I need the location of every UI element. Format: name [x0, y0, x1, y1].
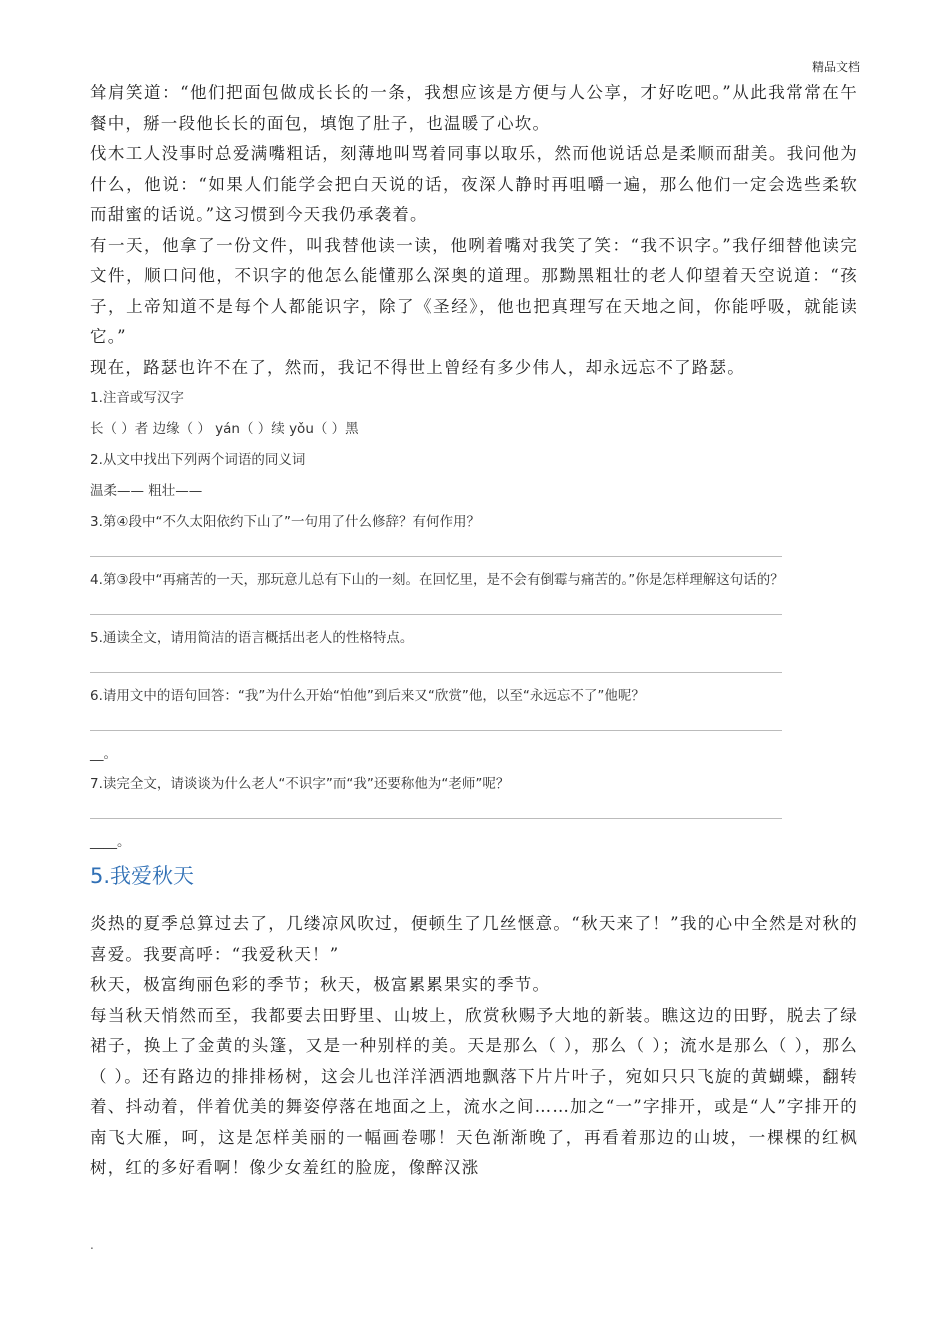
answer-line-7[interactable] [90, 818, 782, 819]
question-2-title: 2.从文中找出下列两个词语的同义词 [90, 452, 306, 468]
section-title: 5.我爱秋天 [90, 864, 195, 888]
story-paragraph: 伐木工人没事时总爱满嘴粗话，刻薄地叫骂着同事以取乐，然而他说话总是柔顺而甜美。我问他为什么，他说：“如果人们能学会把白天说的话，夜深人静时再咀嚼一遍，那么他们一定会选些柔软而甜蜜的话说。”这习惯到今天我仍承袭着。 [90, 144, 858, 224]
question-6: 6.请用文中的语句回答：“我”为什么开始“怕他”到后来又“欣赏”他，以至“永远忘不了”他呢？ [90, 688, 645, 704]
question-2-items: 温柔—— 粗壮—— [90, 483, 203, 499]
question-1-title: 1.注音或写汉字 [90, 390, 184, 406]
question-3: 3.第④段中“不久太阳依约下山了”一句用了什么修辞？有何作用？ [90, 514, 480, 530]
footer-dot: . [90, 1238, 94, 1252]
answer-line-4[interactable] [90, 614, 782, 615]
header-tag: 精品文档 [811, 60, 860, 74]
section-paragraph: 炎热的夏季总算过去了，几缕凉风吹过，便顿生了几丝惬意。“秋天来了！”我的心中全然是对秋的喜爱。我要高呼：“我爱秋天！” [90, 914, 858, 964]
answer-line-5[interactable] [90, 672, 782, 673]
question-7: 7.读完全文，请谈谈为什么老人“不识字”而“我”还要称他为“老师”呢？ [90, 776, 510, 792]
question-4: 4.第③段中“再痛苦的一天，那玩意儿总有下山的一刻。在回忆里，是不会有倒霉与痛苦的。”你是怎样理解这句话的？ [90, 572, 784, 588]
question-7-tail: ____。 [90, 834, 131, 850]
section-paragraph: 每当秋天悄然而至，我都要去田野里、山坡上，欣赏秋赐予大地的新装。瞧这边的田野，脱去了绿裙子，换上了金黄的头篷，又是一种别样的美。天是那么（ ），那么（ ）；流水是那么（ ），那么（ ）。还有路边的排排杨树，这会儿也洋洋洒洒地飘落下片片叶子，宛如只只飞旋的黄蝴蝶，翻转着、抖动着，伴着优美的舞姿停落在地面之上，流水之间……加之“一”字排开，或是“人”字排开的南飞大雁，呵，这是怎样美丽的一幅画卷哪！天色渐渐晚了，再看着那边的山坡，一棵棵的红枫树，红的多好看啊！像少女羞红的脸庞，像醉汉涨 [90, 1005, 858, 1177]
question-5: 5.通读全文，请用简洁的语言概括出老人的性格特点。 [90, 630, 414, 646]
question-1-items: 长（ ）者 边缘（ ） yán（ ）续 yǒu（ ）黑 [90, 421, 359, 437]
story-paragraph: 耸肩笑道：“他们把面包做成长长的一条，我想应该是方便与人公享，才好吃吧。”从此我常常在午餐中，掰一段他长长的面包，填饱了肚子，也温暖了心坎。 [90, 83, 858, 133]
answer-line-6[interactable] [90, 730, 782, 731]
answer-line-3[interactable] [90, 556, 782, 557]
question-6-tail: __。 [90, 746, 117, 762]
section-paragraph: 秋天，极富绚丽色彩的季节；秋天，极富累累果实的季节。 [90, 975, 551, 994]
story-paragraph: 有一天，他拿了一份文件，叫我替他读一读，他咧着嘴对我笑了笑：“我不识字。”我仔细替他读完文件，顺口问他，不识字的他怎么能懂那么深奥的道理。那黝黑粗壮的老人仰望着天空说道：“孩子，上帝知道不是每个人都能识字，除了《圣经》，他也把真理写在天地之间，你能呼吸，就能读它。” [90, 235, 858, 346]
story-paragraph: 现在，路瑟也许不在了，然而，我记不得世上曾经有多少伟人，却永远忘不了路瑟。 [90, 357, 745, 377]
document-body [90, 78, 858, 1184]
